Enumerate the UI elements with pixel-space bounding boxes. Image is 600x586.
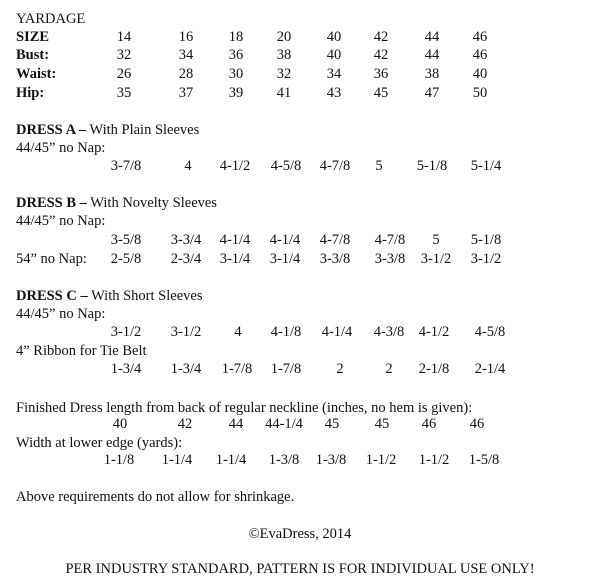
dress-a-nap-value: 5-1/4	[470, 158, 502, 174]
waist-value: 36	[373, 66, 389, 82]
dress-a-nap-value: 5-1/8	[416, 158, 448, 174]
width-value: 1-5/8	[468, 452, 500, 468]
bust-value: 38	[276, 47, 292, 63]
dress-c-nap-value: 4-5/8	[474, 324, 506, 340]
hip-value: 35	[116, 85, 132, 101]
dress-b-54-value: 3-3/8	[319, 251, 351, 267]
dress-b-nap-value: 4-7/8	[374, 232, 406, 248]
dress-c-title-rest: With Short Sleeves	[87, 288, 203, 304]
hip-value: 43	[326, 85, 342, 101]
hip-value: 41	[276, 85, 292, 101]
dress-b-54-value: 2-5/8	[110, 251, 142, 267]
size-value: 18	[228, 29, 244, 45]
dress-c-ribbon-value: 1-3/4	[110, 361, 142, 377]
dress-b-nap-value: 5-1/8	[470, 232, 502, 248]
hip-value: 39	[228, 85, 244, 101]
dress-c-nap-value: 4-3/8	[373, 324, 405, 340]
bust-value: 44	[424, 47, 440, 63]
finished-length-value: 46	[421, 416, 437, 432]
dress-a-nap-value: 4	[184, 158, 192, 174]
width-value: 1-3/8	[315, 452, 347, 468]
waist-value: 26	[116, 66, 132, 82]
bust-row-label: Bust:	[16, 47, 50, 63]
size-row-label: SIZE	[16, 29, 50, 45]
dress-c-ribbon-value: 2-1/8	[418, 361, 450, 377]
dress-b-title-rest: With Novelty Sleeves	[86, 195, 217, 211]
dress-b-nap-value: 3-5/8	[110, 232, 142, 248]
bust-value: 32	[116, 47, 132, 63]
bust-value: 46	[472, 47, 488, 63]
dress-b-54-label: 54” no Nap:	[16, 251, 87, 267]
size-value: 20	[276, 29, 292, 45]
size-value: 46	[472, 29, 488, 45]
dress-a-nap-value: 3-7/8	[110, 158, 142, 174]
dress-c-ribbon-value: 2-1/4	[474, 361, 506, 377]
finished-length-value: 45	[374, 416, 390, 432]
dress-c-nap-value: 3-1/2	[110, 324, 142, 340]
dress-c-ribbon-value: 1-7/8	[270, 361, 302, 377]
waist-value: 28	[178, 66, 194, 82]
dress-c-ribbon-value: 2	[336, 361, 344, 377]
finished-length-value: 42	[177, 416, 193, 432]
dress-c-ribbon-value: 1-7/8	[221, 361, 253, 377]
width-value: 1-1/2	[418, 452, 450, 468]
copyright: ©EvaDress, 2014	[248, 526, 352, 542]
size-value: 42	[373, 29, 389, 45]
bust-value: 40	[326, 47, 342, 63]
dress-b-54-value: 3-1/4	[219, 251, 251, 267]
dress-b-nap-value: 4-1/4	[219, 232, 251, 248]
hip-value: 37	[178, 85, 194, 101]
size-value: 40	[326, 29, 342, 45]
dress-a-title	[16, 121, 199, 139]
finished-length-value: 44-1/4	[265, 416, 303, 432]
dress-a-nap-label: 44/45” no Nap:	[16, 140, 106, 156]
waist-value: 30	[228, 66, 244, 82]
dress-b-54-value: 3-1/2	[420, 251, 452, 267]
dress-b-nap-value: 5	[432, 232, 440, 248]
width-value: 1-1/4	[161, 452, 193, 468]
bust-value: 42	[373, 47, 389, 63]
width-value: 1-1/2	[365, 452, 397, 468]
dress-a-nap-value: 4-5/8	[270, 158, 302, 174]
dress-b-title	[16, 194, 217, 212]
width-value: 1-3/8	[268, 452, 300, 468]
dress-a-title-rest: With Plain Sleeves	[86, 122, 200, 138]
bust-value: 34	[178, 47, 194, 63]
dress-c-title	[16, 287, 202, 305]
finished-length-value: 46	[469, 416, 485, 432]
width-lower-edge-label: Width at lower edge (yards):	[16, 435, 183, 451]
dress-c-nap-value: 4-1/2	[418, 324, 450, 340]
hip-value: 45	[373, 85, 389, 101]
dress-b-54-value: 3-1/2	[470, 251, 502, 267]
dress-b-54-value: 3-3/8	[374, 251, 406, 267]
dress-b-54-value: 3-1/4	[269, 251, 301, 267]
dress-b-title-bold: DRESS B –	[16, 195, 87, 211]
size-value: 14	[116, 29, 132, 45]
size-value: 16	[178, 29, 194, 45]
dress-c-nap-value: 4-1/8	[270, 324, 302, 340]
waist-value: 40	[472, 66, 488, 82]
dress-c-title-bold: DRESS C –	[16, 288, 88, 304]
hip-row-label: Hip:	[16, 85, 45, 101]
finished-length-value: 40	[112, 416, 128, 432]
yardage-title: YARDAGE	[16, 11, 86, 27]
dress-c-ribbon-value: 1-3/4	[170, 361, 202, 377]
dress-a-title-bold: DRESS A –	[16, 122, 87, 138]
width-value: 1-1/4	[215, 452, 247, 468]
waist-row-label: Waist:	[16, 66, 57, 82]
hip-value: 50	[472, 85, 488, 101]
dress-b-nap-value: 4-1/4	[269, 232, 301, 248]
dress-b-nap-value: 4-7/8	[319, 232, 351, 248]
bust-value: 36	[228, 47, 244, 63]
dress-a-nap-value: 4-1/2	[219, 158, 251, 174]
footer-notice: PER INDUSTRY STANDARD, PATTERN IS FOR INDIVIDUAL USE ONLY!	[65, 561, 535, 577]
dress-b-54-value: 2-3/4	[170, 251, 202, 267]
dress-c-ribbon-value: 2	[385, 361, 393, 377]
dress-a-nap-value: 4-7/8	[319, 158, 351, 174]
width-value: 1-1/8	[103, 452, 135, 468]
waist-value: 32	[276, 66, 292, 82]
dress-c-nap-value: 4	[234, 324, 242, 340]
waist-value: 38	[424, 66, 440, 82]
size-value: 44	[424, 29, 440, 45]
finished-length-label: Finished Dress length from back of regular neckline (inches, no hem is given):	[16, 400, 473, 416]
finished-length-value: 45	[324, 416, 340, 432]
shrinkage-note: Above requirements do not allow for shrinkage.	[16, 489, 295, 505]
dress-a-nap-value: 5	[375, 158, 383, 174]
dress-c-nap-label: 44/45” no Nap:	[16, 306, 106, 322]
dress-b-nap-value: 3-3/4	[170, 232, 202, 248]
dress-c-ribbon-label: 4” Ribbon for Tie Belt	[16, 343, 147, 359]
dress-c-nap-value: 3-1/2	[170, 324, 202, 340]
dress-b-nap-label: 44/45” no Nap:	[16, 213, 106, 229]
dress-c-nap-value: 4-1/4	[321, 324, 353, 340]
waist-value: 34	[326, 66, 342, 82]
finished-length-value: 44	[228, 416, 244, 432]
hip-value: 47	[424, 85, 440, 101]
